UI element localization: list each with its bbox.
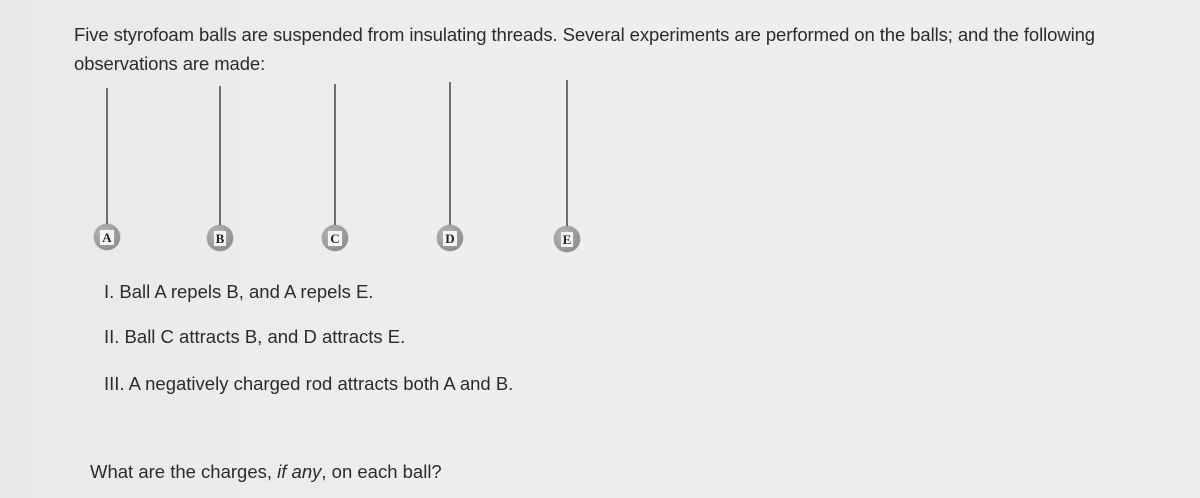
observation-3: III. A negatively charged rod attracts both A and B. [104, 373, 514, 394]
ball-c-label: C [330, 230, 340, 246]
ball-b [207, 225, 233, 251]
thread-d [449, 82, 451, 230]
ball-b-label: B [215, 230, 225, 246]
observation-1: I. Ball A repels B, and A repels E. [104, 281, 374, 302]
question-emphasis: if any [277, 461, 322, 482]
ball-a-label: A [102, 229, 112, 245]
thread-b [219, 86, 221, 230]
ball-d-label: D [445, 230, 455, 246]
problem-intro: Five styrofoam balls are suspended from insulating threads. Several experiments are performed on the balls; and the following observations are made: [74, 24, 1095, 74]
question-text [90, 460, 442, 484]
thread-a [106, 88, 108, 230]
thread-c [334, 84, 336, 230]
observation-2: II. Ball C attracts B, and D attracts E. [104, 326, 406, 347]
thread-e [566, 80, 568, 231]
ball-e-label: E [562, 231, 572, 247]
ball-e [554, 226, 580, 252]
question-before: What are the charges, [90, 461, 278, 482]
ball-d [437, 225, 463, 251]
ball-a [94, 224, 120, 250]
question-after: , on each ball? [321, 461, 442, 482]
ball-c [322, 225, 348, 251]
